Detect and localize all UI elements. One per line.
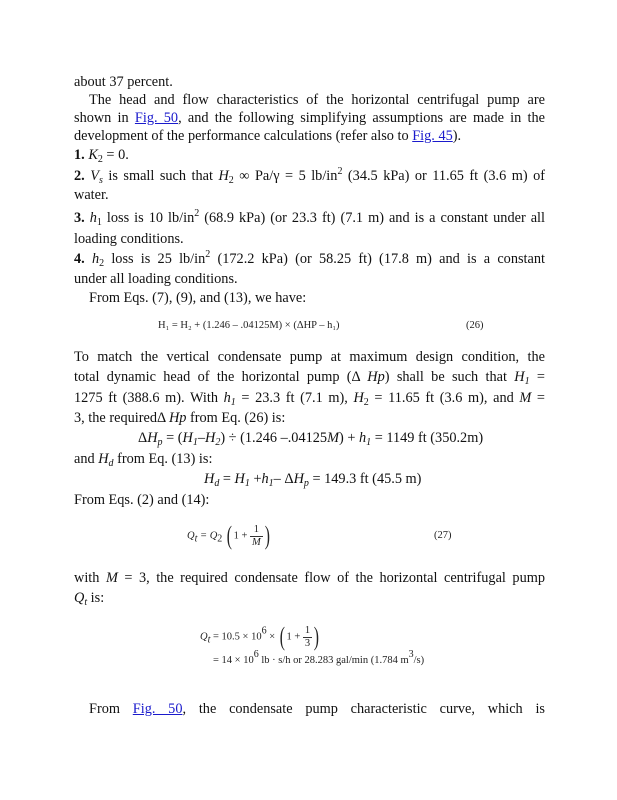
- fig-50-link[interactable]: Fig. 50: [132, 701, 183, 717]
- list-item: 3. $h_1$ loss is 10 $lb/in^2$ (68.9 kPa) (or 23.3 ft) (7.1 m) and is a constant under all: [74, 208, 546, 228]
- paragraph-line: $Q_t$ is:: [74, 590, 105, 608]
- paragraph-line: with M = 3, the required condensate flow of the horizontal centrifugal pump: [74, 570, 545, 586]
- equation-delta-hp: $\Delta H_p = (H_1-H_2) \div (1.246$ $-.04125M) + h_1 = 1149$ ft (350.2m): [138, 430, 484, 448]
- equation-number: (27): [434, 530, 452, 541]
- fig-50-link[interactable]: Fig. 50: [134, 110, 179, 126]
- list-item: under all loading conditions.: [74, 271, 238, 287]
- fig-45-link[interactable]: Fig. 45: [412, 128, 453, 144]
- equation-qt-result: = $14 \times 10^6$ lb · s/h or 28.283 gal/min (1.784 $m^3/s$): [213, 649, 425, 666]
- paragraph-line: total dynamic head of the horizontal pump (Δ Hp) shall be such that $H_1$ =: [74, 369, 545, 387]
- text-line: From Eqs. (7), (9), and (13), we have:: [89, 290, 307, 306]
- list-item: water.: [74, 187, 109, 203]
- list-item: 4. $h_2$ loss is 25 $lb/in^2$ (172.2 kPa) (or 58.25 ft) (17.8 m) and is a constant: [74, 249, 545, 269]
- paragraph-line: 3, the requiredΔ Hp from Eq. (26) is:: [74, 410, 286, 426]
- list-item: 2. $V_s$ is small such that $H_2$ ∞ Pa/γ = 5 $lb/in^2$ (34.5 kPa) or 11.65 ft (3.6 m) of: [74, 166, 546, 186]
- paragraph-line: development of the performance calculations (refer also to Fig. 45).: [74, 128, 462, 144]
- equation-26: H₁ = H₂ + (1.246 – .04125M) × (ΔHP – h₁): [158, 320, 340, 331]
- list-item: loading conditions.: [74, 231, 184, 247]
- equation-27: $Q_t = Q_2$ ( 1 + $\frac{1}{M}$ ): [187, 521, 270, 550]
- equation-hd: $H_d = H_1 +h_1-$ $\Delta H_p = 149.3$ ft (45.5 m): [204, 471, 422, 489]
- text-line: about 37 percent.: [74, 74, 173, 90]
- list-item: 1. $K_2 = 0$.: [74, 147, 129, 165]
- paragraph-line: To match the vertical condensate pump at maximum design condition, the: [74, 349, 545, 365]
- paragraph-line: The head and flow characteristics of the horizontal centrifugal pump are: [89, 92, 545, 108]
- text-line: From Eqs. (2) and (14):: [74, 492, 210, 508]
- equation-qt: $Q_t = 10.5 \times 10^6$ × ( 1 + $\frac{1}{3}$ ): [200, 622, 320, 651]
- paragraph-line: 1275 ft (388.6 m). With $h_1 = 23.3$ ft (7.1 m), $H_2 = 11.65$ ft (3.6 m), and M =: [74, 390, 545, 408]
- equation-number: (26): [466, 320, 484, 331]
- text-line: and $H_d$ from Eq. (13) is:: [74, 451, 213, 469]
- paragraph-line: From Fig. 50, the condensate pump characteristic curve, which is: [89, 701, 545, 717]
- paragraph-line: shown in Fig. 50, and the following simplifying assumptions are made in the: [74, 110, 545, 126]
